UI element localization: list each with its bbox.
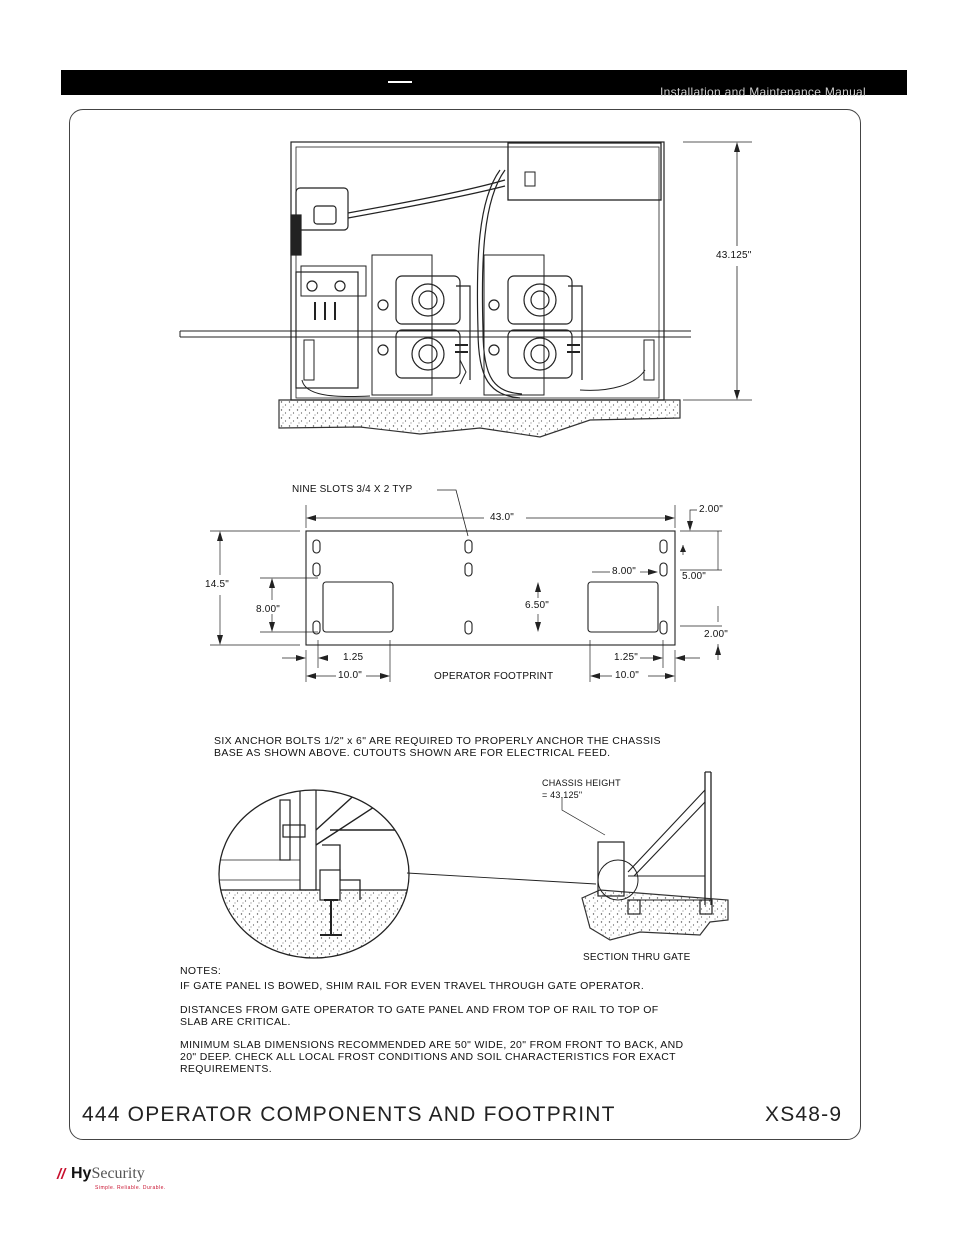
anchor-bolt-instructions: SIX ANCHOR BOLTS 1/2" x 6" ARE REQUIRED TO PROPERLY ANCHOR THE CHASSIS BASE AS SHOWN ABOVE. CUTOUTS SHOWN ARE FOR ELECTRICAL FEED.: [214, 735, 661, 759]
height-dimension-label: 43.125": [716, 250, 752, 261]
note-item: DISTANCES FROM GATE OPERATOR TO GATE PANEL AND FROM TOP OF RAIL TO TOP OF SLAB ARE CRITICAL.: [180, 1004, 659, 1028]
section-thru-gate: [562, 772, 728, 940]
drawing-title: 444 OPERATOR COMPONENTS AND FOOTPRINT: [82, 1103, 616, 1126]
side-offset-label: 5.00": [682, 571, 707, 582]
left-cutout-height-label: 8.00": [256, 604, 281, 615]
logo-mark-icon: //: [57, 1166, 66, 1183]
footprint-caption: OPERATOR FOOTPRINT: [434, 671, 554, 682]
right-edge-label: 1.25": [614, 652, 639, 663]
logo-tagline: Simple. Reliable. Durable.: [95, 1185, 166, 1191]
slot-spacing-label: 8.00": [612, 566, 637, 577]
left-edge-label: 1.25: [343, 652, 364, 663]
drawing-number: XS48-9: [765, 1103, 843, 1126]
operator-elevation: [180, 142, 752, 437]
note-item: IF GATE PANEL IS BOWED, SHIM RAIL FOR EVEN TRAVEL THROUGH GATE OPERATOR.: [180, 980, 645, 992]
center-dimension-label: 6.50": [525, 600, 550, 611]
operator-footprint: [210, 490, 722, 682]
width-dimension-label: 43.0": [490, 512, 515, 523]
hysecurity-logo: [57, 1163, 167, 1193]
chassis-height-label: CHASSIS HEIGHT: [542, 778, 621, 788]
rail-detail: [210, 790, 596, 970]
header-subtitle: Installation and Maintenance Manual: [660, 85, 866, 99]
left-cutout-width-label: 10.0": [338, 670, 363, 681]
top-offset-label: 2.00": [699, 504, 724, 515]
bottom-offset-label: 2.00": [704, 629, 729, 640]
logo-name: HySecurity: [71, 1165, 145, 1182]
right-cutout-width-label: 10.0": [615, 670, 640, 681]
note-item: MINIMUM SLAB DIMENSIONS RECOMMENDED ARE 50" WIDE, 20" FROM FRONT TO BACK, AND 20" DEEP. CHECK ALL LOCAL FROST CONDITIONS AND SOIL CHARACTERISTICS FOR EXACT REQUIREMENTS.: [180, 1039, 684, 1075]
chassis-height-value: = 43.125": [542, 790, 583, 800]
section-caption: SECTION THRU GATE: [583, 952, 691, 963]
depth-dimension-label: 14.5": [205, 579, 230, 590]
notes-heading: NOTES:: [180, 965, 222, 977]
slots-note-label: NINE SLOTS 3/4 X 2 TYP: [292, 484, 413, 495]
